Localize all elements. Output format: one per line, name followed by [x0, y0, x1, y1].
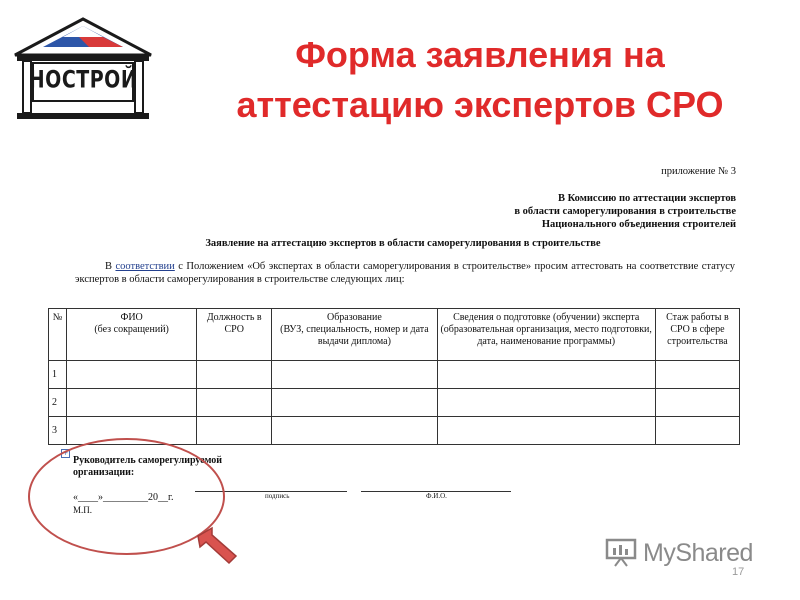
slide-title-line-1: Форма заявления на	[295, 34, 665, 75]
table-cell	[655, 389, 739, 417]
addressee-line: Национального объединения строителей	[541, 219, 736, 230]
table-cell	[67, 389, 197, 417]
experts-table	[48, 308, 740, 445]
pointer-arrow-icon	[196, 526, 240, 566]
table-cell	[437, 417, 655, 445]
row-number: 1	[49, 361, 67, 389]
presentation-board-icon	[605, 537, 639, 567]
column-header-number: №	[49, 309, 67, 361]
signature-label: Руководитель саморегулируемой организации:	[73, 455, 223, 478]
addressee-block	[514, 192, 736, 231]
body-link: соответствии	[115, 261, 175, 272]
column-header-education-text: Образование (ВУЗ, специальность, номер и дата выдачи диплома)	[280, 312, 429, 347]
table-cell	[655, 417, 739, 445]
row-number: 3	[49, 417, 67, 445]
table-cell	[197, 389, 272, 417]
appendix-label: приложение № 3	[661, 166, 736, 177]
body-text: с Положением «Об экспертах в области саморегулирования в строительстве» просим аттестовать на соответствие статусу экспертов в области саморегулирования в строительстве следующих лиц:	[75, 261, 735, 285]
table-row	[49, 361, 740, 389]
stamp-place-label: М.П.	[73, 505, 93, 515]
name-caption: Ф.И.О.	[426, 492, 447, 500]
signature-date: «____»_________20__г.	[73, 492, 174, 503]
table-cell	[272, 389, 437, 417]
table-cell	[437, 389, 655, 417]
table-cell	[197, 361, 272, 389]
table-cell	[272, 361, 437, 389]
document-heading: Заявление на аттестацию экспертов в области саморегулирования в строительстве	[205, 238, 601, 249]
table-cell	[437, 361, 655, 389]
table-cell	[197, 417, 272, 445]
slide-number: 17	[732, 566, 745, 578]
signature-caption: подпись	[265, 492, 290, 500]
addressee-line: В Комиссию по аттестации экспертов	[557, 193, 736, 204]
column-header-training: Сведения о подготовке (обучении) эксперта (образовательная организация, место подготовки, дата, наименование программы)	[437, 309, 655, 361]
table-cell	[67, 361, 197, 389]
table-move-handle-icon: +	[62, 449, 69, 457]
nostroy-logo	[13, 17, 153, 120]
column-header-position: Должность в СРО	[197, 309, 272, 361]
table-row	[49, 389, 740, 417]
table-cell	[272, 417, 437, 445]
addressee-line: в области саморегулирования в строительстве	[514, 206, 736, 217]
table-cell	[655, 361, 739, 389]
document-body	[75, 260, 735, 286]
column-header-experience: Стаж работы в СРО в сфере строительства	[655, 309, 739, 361]
column-header-name	[67, 309, 197, 361]
logo-text: НОСТРОЙ	[28, 66, 138, 94]
row-number: 2	[49, 389, 67, 417]
column-header-education	[272, 309, 437, 361]
slide-title-line-2: аттестацию экспертов СРО	[236, 84, 724, 125]
watermark-text: MyShared	[643, 539, 753, 567]
column-header-name-text: ФИО (без сокращений)	[94, 312, 169, 335]
myshared-watermark	[605, 533, 770, 573]
slide-title	[190, 30, 770, 130]
body-start: В	[105, 261, 113, 272]
